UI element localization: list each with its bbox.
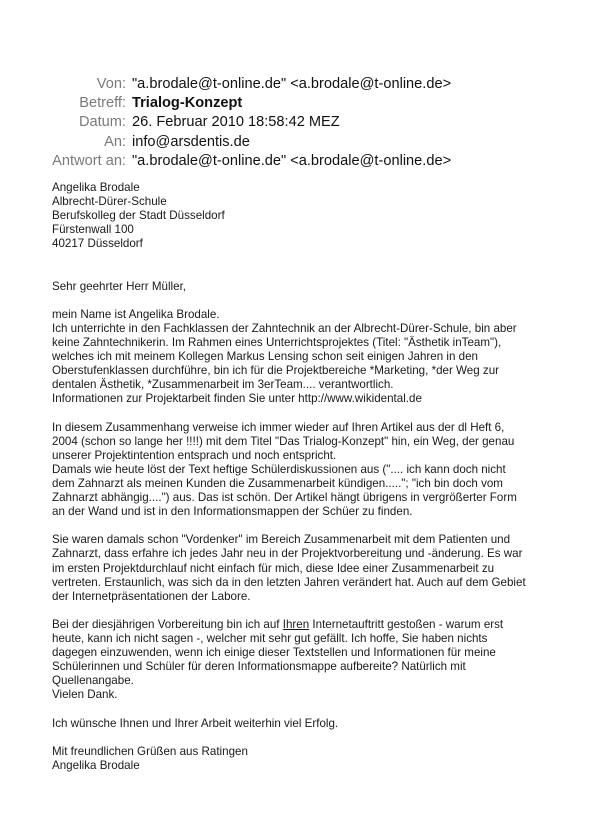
sender-name: Angelika Brodale xyxy=(52,181,140,194)
text-line: mein Name ist Angelika Brodale. xyxy=(52,307,220,321)
paragraph-pioneer xyxy=(52,533,582,603)
text-line: keine Zahntechnikerin. Im Rahmen eines Unterrichtsprojektes (Titel: "Ästhetik inTeam"), xyxy=(52,336,502,350)
text-line: an der Wand und ist in den Informationsmappen der Schüer zu finden. xyxy=(52,505,413,519)
date-row xyxy=(0,113,595,132)
sender-street: Fürstenwall 100 xyxy=(52,223,134,237)
reply-to-row xyxy=(0,152,595,171)
text-segment: Bei der diesjährigen Vorbereitung bin ich auf xyxy=(52,617,283,631)
from-value: "a.brodale@t-online.de" <a.brodale@t-online.de> xyxy=(132,75,452,92)
to-value: info@arsdentis.de xyxy=(132,133,250,150)
from-label: Von: xyxy=(96,75,126,92)
text-line: dagegen einzuwenden, wenn ich einige dieser Textstellen und Informationen für meine xyxy=(52,646,496,660)
text-line: Zahnarzt, dass erfahre ich jedes Jahr neu in der Projektvorbereitung und -änderung. Es war xyxy=(52,547,523,561)
text-line: Vielen Dank. xyxy=(52,688,118,702)
text-line: Damals wie heute löst der Text heftige Schülerdiskussionen aus (".... ich kann doch nicht xyxy=(52,462,506,476)
text-line: In diesem Zusammenhang verweise ich immer wieder auf Ihren Artikel aus der dl Heft 6, xyxy=(52,420,505,434)
paragraph-intro xyxy=(52,308,582,407)
salutation: Sehr geehrter Herr Müller, xyxy=(52,279,187,293)
wishes-line: Ich wünsche Ihnen und Ihrer Arbeit weiterhin viel Erfolg. xyxy=(52,716,339,730)
from-row xyxy=(0,74,595,93)
sender-school: Albrecht-Dürer-Schule xyxy=(52,195,167,209)
sender-city: 40217 Düsseldorf xyxy=(52,237,143,251)
text-line: welches ich mit meinem Kollegen Markus Lensing schon seit einigen Jahren in den xyxy=(52,350,478,364)
paragraph-article xyxy=(52,421,582,520)
closing-greeting: Mit freundlichen Grüßen aus Ratingen xyxy=(52,744,248,758)
text-line: Quellenangabe. xyxy=(52,674,134,688)
text-line: im ersten Projektdurchlauf nicht einfach für mich, diese Idee einer Zusammenarbeit zu xyxy=(52,561,495,575)
subject-value: Trialog-Konzept xyxy=(132,95,243,112)
text-segment: Internetauftritt gestoßen - warum erst xyxy=(309,617,504,631)
text-line: Schülerinnen und Schüler für deren Informationsmappe aufbereite? Natürlich mit xyxy=(52,660,466,674)
text-line: der Internetpräsentationen der Labore. xyxy=(52,589,251,603)
text-line: Oberstufenklassen durchführe, bin ich für die Projektbereiche *Marketing, *der Weg zur xyxy=(52,364,500,378)
email-header xyxy=(0,74,595,171)
text-line: vertreten. Erstaunlich, was sich da in den letzten Jahren verändert hat. Auch auf dem Gebiet xyxy=(52,575,526,589)
sender-college: Berufskolleg der Stadt Düsseldorf xyxy=(52,209,225,223)
text-line: Ich unterrichte in den Fachklassen der Zahntechnik an der Albrecht-Dürer-Schule, bin aber xyxy=(52,321,517,335)
reply-to-label: Antwort an: xyxy=(52,153,126,170)
text-line: heute, kann ich nicht sagen -, welcher mit sehr gut gefällt. Ich hoffe, Sie haben nichts xyxy=(52,632,488,645)
sender-block xyxy=(52,181,582,251)
closing-block xyxy=(52,745,582,773)
date-label: Datum: xyxy=(78,114,126,131)
text-line: Informationen zur Projektarbeit finden Sie unter http://www.wikidental.de xyxy=(52,392,422,406)
underlined-word: Ihren xyxy=(282,617,310,631)
text-line: dem Zahnarzt als meinen Kunden die Zusammenarbeit kündigen....."; "ich bin doch vom xyxy=(52,476,503,490)
text-line: Sie waren damals schon "Vordenker" im Bereich Zusammenarbeit mit dem Patienten und xyxy=(52,533,511,547)
letter-body xyxy=(52,181,582,773)
to-row xyxy=(0,132,595,151)
subject-row xyxy=(0,93,595,112)
text-line xyxy=(52,618,582,632)
closing-name: Angelika Brodale xyxy=(52,758,140,772)
paragraph-request xyxy=(52,618,582,703)
reply-to-value: "a.brodale@t-online.de" <a.brodale@t-online.de> xyxy=(132,153,452,170)
text-line: dentalen Ästhetik, *Zusammenarbeit im 3erTeam.... verantwortlich. xyxy=(52,378,394,392)
date-value: 26. Februar 2010 18:58:42 MEZ xyxy=(132,114,340,131)
text-line: Zahnarzt abhängig....") aus. Das ist schön. Der Artikel hängt übrigens in vergrößerter Form xyxy=(52,491,517,505)
subject-label: Betreff: xyxy=(79,95,126,112)
text-line: unserer Projektintention entsprach und noch entspricht. xyxy=(52,448,337,462)
text-line: 2004 (schon so lange her !!!!) mit dem Titel "Das Trialog-Konzept" hin, ein Weg, der genau xyxy=(52,434,515,448)
to-label: An: xyxy=(104,133,126,150)
